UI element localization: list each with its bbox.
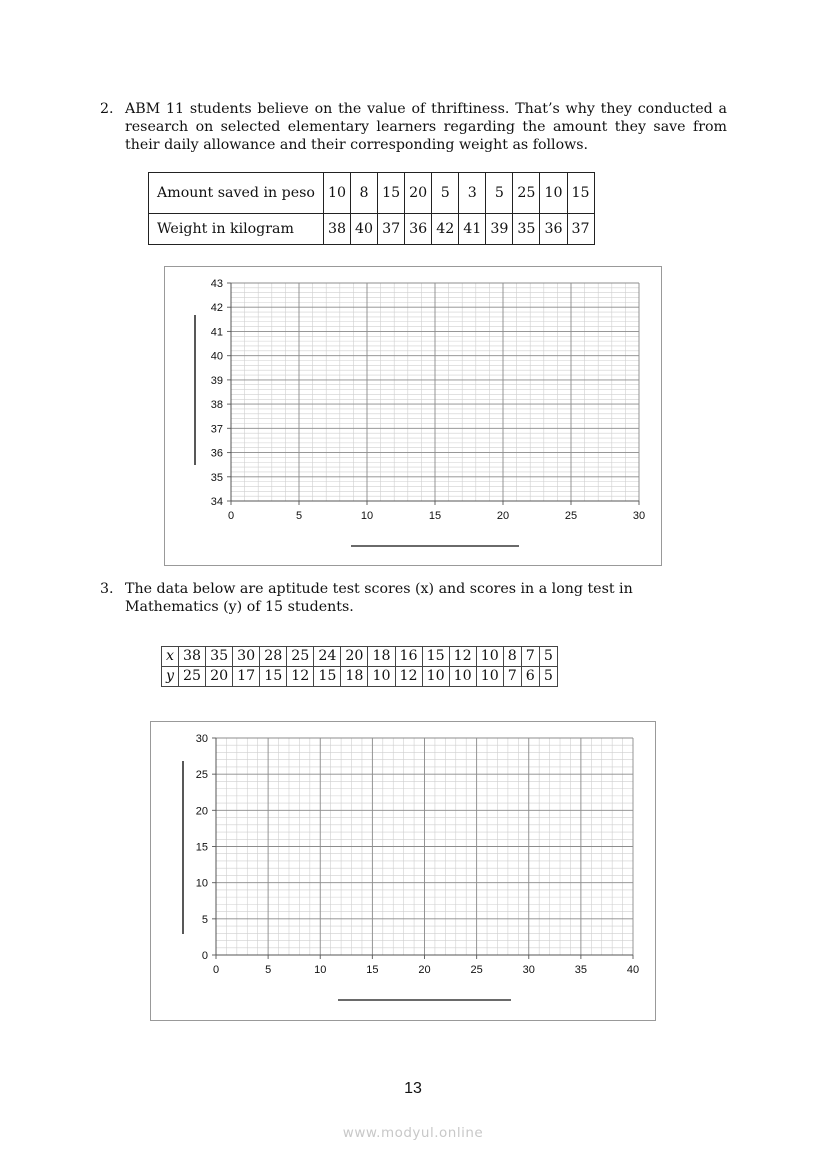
x-tick-label: 20 bbox=[418, 964, 431, 976]
weight-cell: 36 bbox=[405, 214, 432, 245]
x-tick-label: 5 bbox=[295, 510, 303, 522]
y-tick-label: 35 bbox=[210, 471, 223, 484]
question-number: 3. bbox=[100, 581, 114, 597]
y-cell: 5 bbox=[539, 667, 557, 687]
y-tick-label: 0 bbox=[201, 950, 208, 962]
y-cell: 10 bbox=[422, 667, 449, 687]
y-cell: 6 bbox=[521, 667, 539, 687]
y-cell: 17 bbox=[233, 667, 260, 687]
page-number: 13 bbox=[404, 1080, 422, 1097]
y-label: y bbox=[162, 667, 179, 687]
y-cell: 20 bbox=[206, 667, 233, 687]
x-cell: 10 bbox=[476, 647, 503, 667]
aptitude-vs-math-graph bbox=[150, 721, 656, 1021]
y-tick-label: 36 bbox=[210, 447, 223, 460]
y-cell: 25 bbox=[179, 667, 206, 687]
x-cell: 28 bbox=[260, 647, 287, 667]
x-label: x bbox=[162, 647, 179, 667]
amount-cell: 20 bbox=[405, 173, 432, 214]
weight-cell: 36 bbox=[540, 214, 567, 245]
y-cell: 12 bbox=[395, 667, 422, 687]
y-cell: 10 bbox=[449, 667, 476, 687]
y-cell: 15 bbox=[314, 667, 341, 687]
x-tick-label: 35 bbox=[574, 964, 587, 976]
amount-cell: 10 bbox=[540, 173, 567, 214]
y-tick-label: 38 bbox=[210, 399, 223, 412]
table-row bbox=[162, 667, 558, 687]
y-cell: 10 bbox=[368, 667, 395, 687]
y-cell: 18 bbox=[341, 667, 368, 687]
x-tick-label: 20 bbox=[496, 510, 510, 522]
y-tick-label: 41 bbox=[210, 326, 223, 339]
x-cell: 8 bbox=[503, 647, 521, 667]
y-tick-label: 34 bbox=[210, 496, 223, 508]
savings-weight-table bbox=[148, 172, 595, 245]
weight-vs-savings-graph bbox=[164, 266, 662, 566]
x-cell: 30 bbox=[233, 647, 260, 667]
question-text-line-2: Mathematics (y) of 15 students. bbox=[125, 599, 354, 615]
x-cell: 24 bbox=[314, 647, 341, 667]
x-cell: 38 bbox=[179, 647, 206, 667]
weight-cell: 41 bbox=[459, 214, 486, 245]
amount-cell: 15 bbox=[378, 173, 405, 214]
x-tick-label: 30 bbox=[522, 964, 535, 976]
x-tick-label: 0 bbox=[212, 964, 220, 976]
y-cell: 15 bbox=[260, 667, 287, 687]
y-tick-label: 39 bbox=[210, 374, 223, 387]
y-cell: 10 bbox=[476, 667, 503, 687]
weight-cell: 38 bbox=[323, 214, 350, 245]
y-tick-label: 10 bbox=[195, 877, 208, 890]
question-text-line-1: The data below are aptitude test scores (x) and scores in a long test in bbox=[125, 581, 633, 597]
y-cell: 7 bbox=[503, 667, 521, 687]
amount-cell: 5 bbox=[432, 173, 459, 214]
y-tick-label: 30 bbox=[195, 733, 208, 745]
aptitude-scores-table bbox=[161, 646, 558, 687]
x-cell: 12 bbox=[449, 647, 476, 667]
y-tick-label: 5 bbox=[201, 913, 208, 926]
weight-cell: 40 bbox=[351, 214, 378, 245]
x-cell: 20 bbox=[341, 647, 368, 667]
x-tick-label: 15 bbox=[428, 510, 442, 522]
x-tick-label: 15 bbox=[366, 964, 379, 976]
weight-cell: 39 bbox=[486, 214, 513, 245]
graph-paper-2 bbox=[151, 722, 655, 1020]
x-tick-label: 10 bbox=[314, 964, 327, 976]
question-number: 2. bbox=[100, 101, 114, 117]
row-label-amount: Amount saved in peso bbox=[149, 173, 324, 214]
watermark: www.modyul.online bbox=[342, 1125, 484, 1141]
amount-cell: 15 bbox=[567, 173, 594, 214]
weight-cell: 35 bbox=[513, 214, 540, 245]
y-tick-label: 25 bbox=[195, 769, 208, 782]
x-tick-label: 30 bbox=[632, 510, 646, 522]
weight-cell: 37 bbox=[378, 214, 405, 245]
y-tick-label: 20 bbox=[195, 805, 208, 818]
amount-cell: 3 bbox=[459, 173, 486, 214]
x-cell: 16 bbox=[395, 647, 422, 667]
amount-cell: 5 bbox=[486, 173, 513, 214]
table-row bbox=[162, 647, 558, 667]
x-cell: 25 bbox=[287, 647, 314, 667]
x-tick-label: 25 bbox=[470, 964, 483, 976]
x-tick-label: 40 bbox=[626, 964, 640, 976]
question-3 bbox=[100, 580, 727, 616]
x-cell: 5 bbox=[539, 647, 557, 667]
y-tick-label: 37 bbox=[210, 423, 223, 436]
y-tick-label: 15 bbox=[195, 841, 208, 854]
x-cell: 35 bbox=[206, 647, 233, 667]
x-tick-label: 5 bbox=[265, 964, 272, 976]
x-tick-label: 10 bbox=[360, 510, 374, 522]
weight-cell: 37 bbox=[567, 214, 594, 245]
x-cell: 15 bbox=[422, 647, 449, 667]
amount-cell: 8 bbox=[351, 173, 378, 214]
question-text: ABM 11 students believe on the value of thriftiness. That’s why they conducted a research on selected elementary learners regarding the amount they save from their daily allowance and their corresponding weight as follows. bbox=[125, 101, 727, 153]
y-tick-label: 40 bbox=[210, 350, 223, 363]
y-tick-label: 43 bbox=[210, 278, 223, 290]
table-row bbox=[149, 214, 595, 245]
question-text bbox=[125, 580, 727, 616]
row-label-weight: Weight in kilogram bbox=[149, 214, 324, 245]
y-cell: 12 bbox=[287, 667, 314, 687]
x-cell: 7 bbox=[521, 647, 539, 667]
question-2 bbox=[100, 100, 727, 154]
graph-paper-1 bbox=[165, 267, 661, 565]
x-cell: 18 bbox=[368, 647, 395, 667]
table-row bbox=[149, 173, 595, 214]
weight-cell: 42 bbox=[432, 214, 459, 245]
y-tick-label: 42 bbox=[210, 302, 223, 315]
x-tick-label: 0 bbox=[227, 510, 235, 522]
amount-cell: 25 bbox=[513, 173, 540, 214]
amount-cell: 10 bbox=[323, 173, 350, 214]
x-tick-label: 25 bbox=[564, 510, 578, 522]
